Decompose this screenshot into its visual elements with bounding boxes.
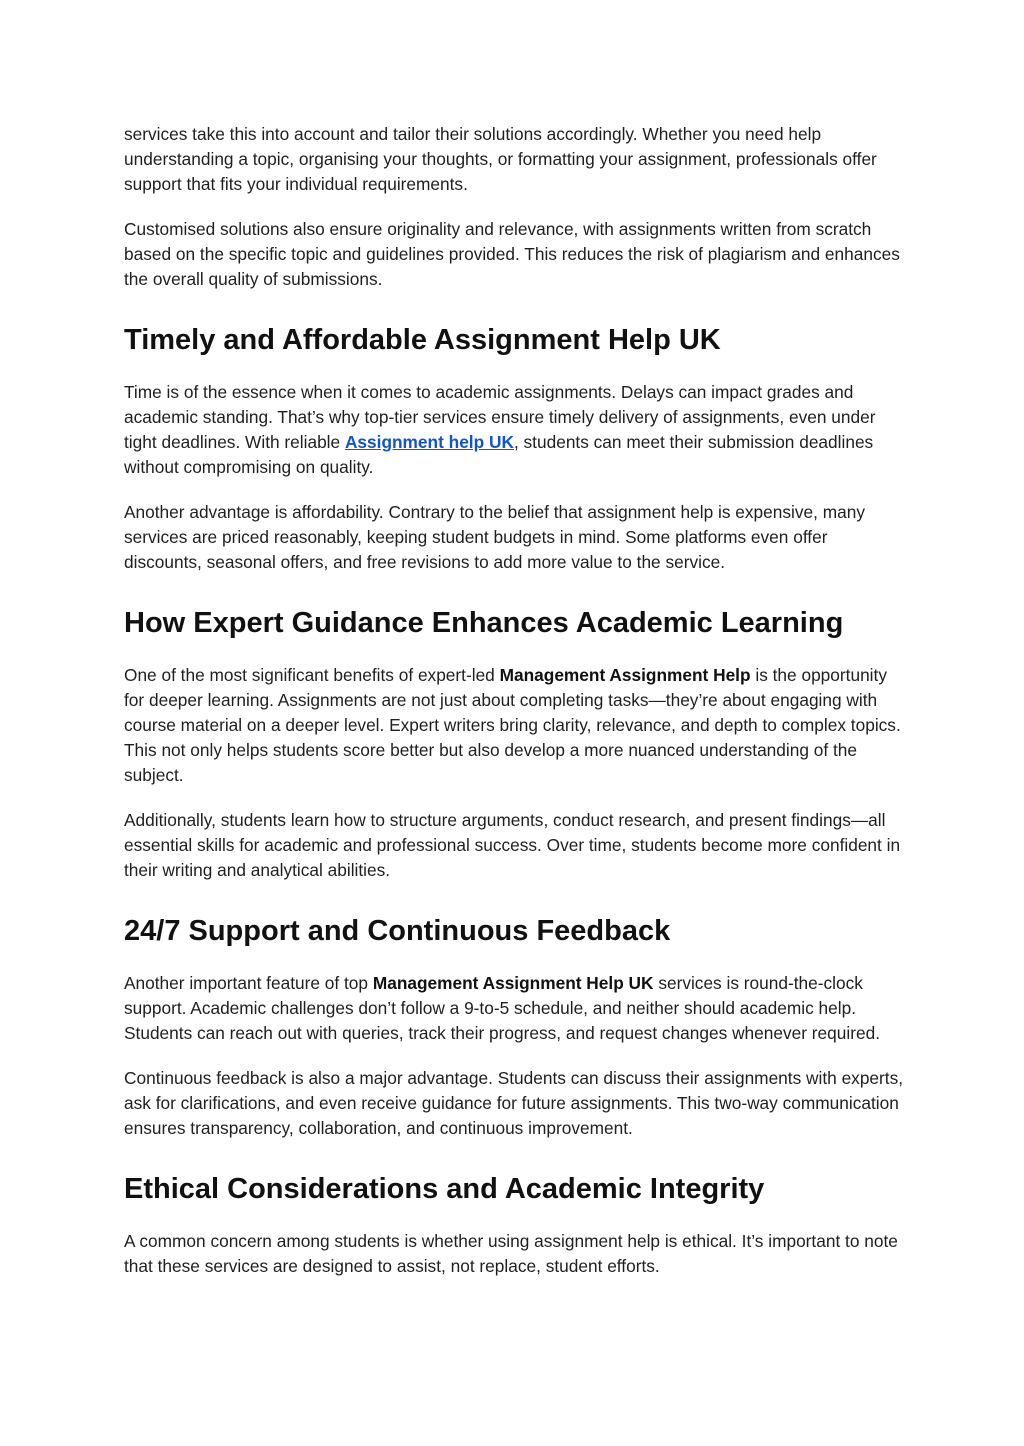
- support-text-after-bold: services is round-the-clock support. Academic challenges don’t follow a 9-to-5 schedule, and neither should academic help. Students can reach out with queries, track their progress, and request changes whenever required.: [124, 973, 881, 1043]
- expert-paragraph-1: [124, 663, 904, 788]
- support-paragraph-1: [124, 971, 904, 1046]
- heading-support-feedback: 24/7 Support and Continuous Feedback: [124, 915, 671, 947]
- intro-paragraph-1: services take this into account and tailor their solutions accordingly. Whether you need help understanding a topic, organising your thoughts, or formatting your assignment, professionals offer support that fits your individual requirements.: [124, 124, 877, 194]
- expert-paragraph-2: Additionally, students learn how to structure arguments, conduct research, and present findings—all essential skills for academic and professional success. Over time, students become more confident in their writing and analytical abilities.: [124, 810, 901, 880]
- expert-text-after-bold: is the opportunity for deeper learning. Assignments are not just about completing tasks—they’re about engaging with course material on a deeper level. Expert writers bring clarity, relevance, and depth to complex topics. This not only helps students score better but also develop a more nuanced understanding of the subject.: [124, 665, 901, 785]
- heading-timely-affordable: Timely and Affordable Assignment Help UK: [124, 324, 721, 356]
- document-page: [124, 122, 904, 1299]
- heading-expert-guidance: How Expert Guidance Enhances Academic Learning: [124, 607, 844, 639]
- intro-paragraph-2: Customised solutions also ensure originality and relevance, with assignments written from scratch based on the specific topic and guidelines provided. This reduces the risk of plagiarism and enhances the overall quality of submissions.: [124, 219, 900, 289]
- expert-bold-phrase: Management Assignment Help: [499, 665, 751, 685]
- timely-text-before-link: Time is of the essence when it comes to academic assignments. Delays can impact grades and academic standing. That’s why top-tier services ensure timely delivery of assignments, even under tight deadlines. With reliable: [124, 382, 876, 452]
- expert-text-before-bold: One of the most significant benefits of expert-led: [124, 665, 500, 685]
- timely-text-after-link: , students can meet their submission deadlines without compromising on quality.: [124, 432, 874, 477]
- timely-paragraph-1: [124, 380, 904, 480]
- support-text-before-bold: Another important feature of top: [124, 973, 373, 993]
- timely-paragraph-2: Another advantage is affordability. Contrary to the belief that assignment help is expensive, many services are priced reasonably, keeping student budgets in mind. Some platforms even offer discounts, seasonal offers, and free revisions to add more value to the service.: [124, 502, 865, 572]
- ethics-paragraph-1: A common concern among students is whether using assignment help is ethical. It’s important to note that these services are designed to assist, not replace, student efforts.: [124, 1231, 898, 1276]
- support-bold-phrase: Management Assignment Help UK: [372, 973, 654, 993]
- support-paragraph-2: Continuous feedback is also a major advantage. Students can discuss their assignments with experts, ask for clarifications, and even receive guidance for future assignments. This two-way communication ensures transparency, collaboration, and continuous improvement.: [124, 1068, 904, 1138]
- assignment-help-uk-link[interactable]: Assignment help UK: [344, 432, 514, 452]
- heading-ethical-considerations: Ethical Considerations and Academic Integrity: [124, 1173, 765, 1205]
